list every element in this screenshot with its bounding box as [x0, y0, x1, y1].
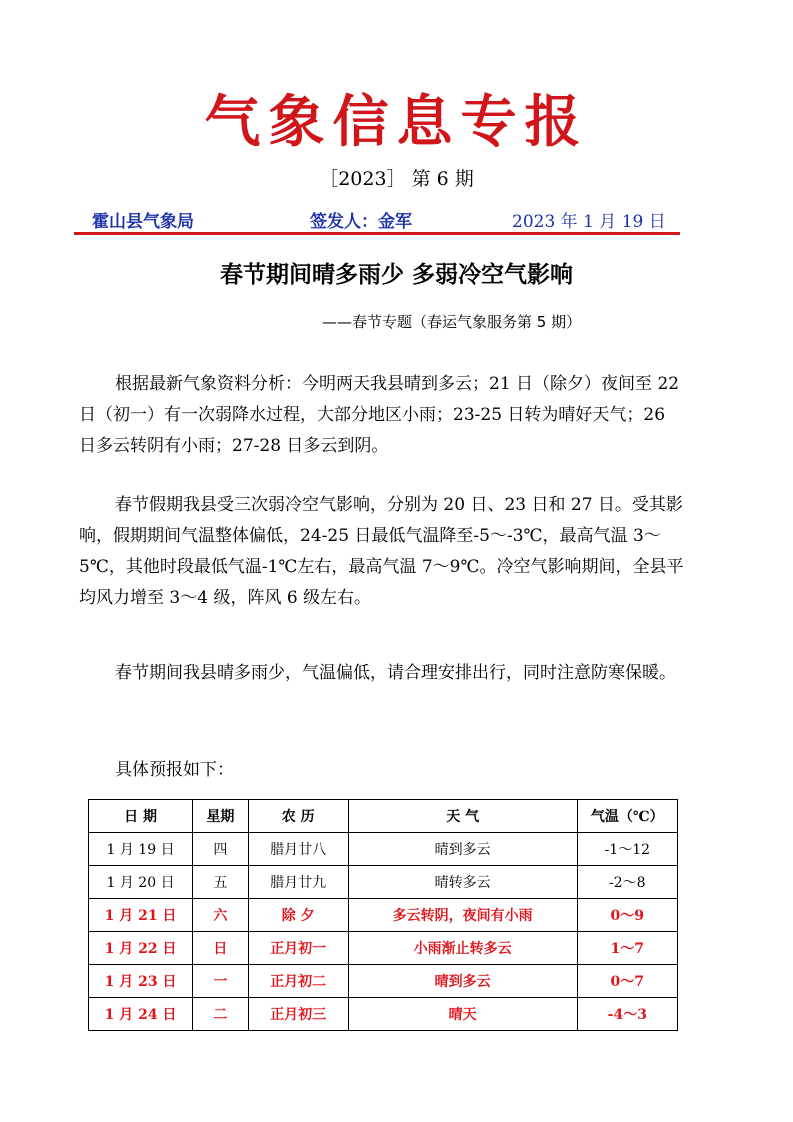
paragraph-advice: 春节期间我县晴多雨少，气温偏低，请合理安排出行，同时注意防寒保暖。: [115, 663, 676, 683]
cell-date: 1 月 23 日: [89, 965, 193, 998]
header-weekday: 星期: [193, 800, 249, 833]
issuing-office: 霍山县气象局: [92, 212, 194, 232]
cell-weather: 小雨渐止转多云: [348, 932, 577, 965]
forecast-table: [88, 799, 678, 1031]
issue-number: ［2023］ 第 6 期: [319, 168, 474, 190]
cell-temperature: -4～3: [577, 998, 677, 1031]
cell-weekday: 六: [193, 899, 249, 932]
cell-lunar: 腊月廿八: [248, 833, 348, 866]
table-header-row: [89, 800, 678, 833]
cell-lunar: 腊月廿九: [248, 866, 348, 899]
cell-temperature: 1～7: [577, 932, 677, 965]
paragraph-table-intro: 具体预报如下：: [115, 760, 234, 780]
cell-lunar: 正月初一: [248, 932, 348, 965]
masthead-title: 气象信息专报: [204, 89, 589, 155]
cell-weekday: 一: [193, 965, 249, 998]
table-row-highlighted: [89, 899, 678, 932]
table-row: [89, 866, 678, 899]
table-row-highlighted: [89, 932, 678, 965]
table-row-highlighted: [89, 965, 678, 998]
article-subtitle: ——春节专题（春运气象服务第 5 期）: [322, 313, 582, 331]
header-divider: [74, 232, 680, 235]
cell-weather: 晴转多云: [348, 866, 577, 899]
issue-date: 2023 年 1 月 19 日: [512, 212, 666, 232]
cell-weather: 晴到多云: [348, 965, 577, 998]
article-title: 春节期间晴多雨少 多弱冷空气影响: [219, 262, 573, 288]
header-lunar: 农 历: [248, 800, 348, 833]
header-weather: 天 气: [348, 800, 577, 833]
cell-weather: 多云转阴，夜间有小雨: [348, 899, 577, 932]
cell-temperature: 0～9: [577, 899, 677, 932]
cell-weather: 晴天: [348, 998, 577, 1031]
cell-weekday: 四: [193, 833, 249, 866]
table-row: [89, 833, 678, 866]
cell-date: 1 月 20 日: [89, 866, 193, 899]
header-date: 日 期: [89, 800, 193, 833]
table-row-highlighted: [89, 998, 678, 1031]
cell-weekday: 五: [193, 866, 249, 899]
cell-weather: 晴到多云: [348, 833, 577, 866]
header-temperature: 气温（℃）: [577, 800, 677, 833]
cell-date: 1 月 24 日: [89, 998, 193, 1031]
cell-lunar: 正月初三: [248, 998, 348, 1031]
cell-date: 1 月 21 日: [89, 899, 193, 932]
cell-temperature: 0～7: [577, 965, 677, 998]
cell-weekday: 二: [193, 998, 249, 1031]
cell-date: 1 月 19 日: [89, 833, 193, 866]
cell-date: 1 月 22 日: [89, 932, 193, 965]
cell-lunar: 正月初二: [248, 965, 348, 998]
cell-weekday: 日: [193, 932, 249, 965]
signer: 签发人：金军: [310, 212, 412, 232]
paragraph-forecast-summary: 根据最新气象资料分析：今明两天我县晴到多云；21 日（除夕）夜间至 22 日（初一）有一次弱降水过程，大部分地区小雨；23-25 日转为晴好天气；26 日多云转阴有小雨；27-28 日多云到阴。: [79, 374, 680, 456]
cell-temperature: -1～12: [577, 833, 677, 866]
cell-temperature: -2～8: [577, 866, 677, 899]
paragraph-cold-air: 春节假期我县受三次弱冷空气影响，分别为 20 日、23 日和 27 日。受其影响，假期期间气温整体偏低，24-25 日最低气温降至-5～-3℃，最高气温 3～5℃，其他时段最低气温-1℃左右，最高气温 7～9℃。冷空气影响期间，全县平均风力增至 3～4 级，阵风 6 级左右。: [79, 495, 684, 608]
cell-lunar: 除 夕: [248, 899, 348, 932]
